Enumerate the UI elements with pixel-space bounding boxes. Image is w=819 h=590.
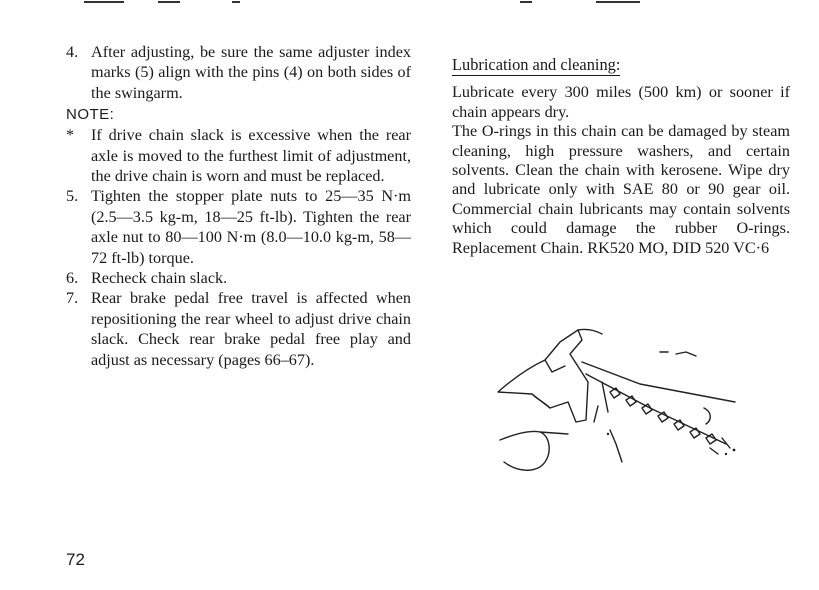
page-number: 72 (66, 550, 85, 569)
note-bullet: * (66, 126, 75, 145)
step-6-text: Recheck chain slack. (91, 269, 228, 288)
step-4 (66, 42, 411, 103)
step-6-number: 6. (66, 269, 79, 288)
step-5-text: Tighten the stopper plate nuts to 25—35 N·m (2.5—3.5 kg-m, 18—25 ft-lb). Tighten the rear axle nut to 80—100 N·m (8.0—10.0 kg-m, 58—72 ft-lb) torque. (91, 187, 411, 267)
step-7-number: 7. (66, 289, 79, 308)
step-7-text: Rear brake pedal free travel is affected when repositioning the rear wheel to adjust drive chain slack. Check rear brake pedal free play and adjust as necessary (pages 66–67). (91, 289, 411, 369)
step-5 (66, 186, 411, 268)
step-5-number: 5. (66, 187, 79, 206)
step-7 (66, 288, 411, 370)
left-column (66, 42, 411, 370)
section-title: Lubrication and cleaning: (452, 55, 620, 76)
chain-lubrication-illustration (490, 322, 750, 484)
note-heading: NOTE: (66, 106, 115, 124)
note-item (66, 125, 411, 186)
o-ring-care-paragraph: The O-rings in this chain can be damaged by steam cleaning, high pressure washers, and certain solvents. Clean the chain with kerosene. Wipe dry and lubricate only with SAE 80 or 90 gear oil. Commercial chain lubricants may contain solvents which could damage the rubber O-rings. Replacement Chain. RK520 MO, DID 520 VC·6 (452, 122, 790, 257)
note-text: If drive chain slack is excessive when the rear axle is moved to the furthest limit of adjustment, the drive chain is worn and must be replaced. (91, 126, 411, 186)
step-6 (66, 268, 411, 288)
chain-drawing (490, 322, 750, 484)
right-column (452, 55, 790, 258)
step-4-number: 4. (66, 43, 79, 61)
lubrication-interval-paragraph: Lubricate every 300 miles (500 km) or sooner if chain appears dry. (452, 83, 790, 121)
step-4-text: After adjusting, be sure the same adjuster index marks (5) align with the pins (4) on both sides of the swingarm. (91, 43, 411, 102)
top-edge-marks (0, 0, 819, 8)
